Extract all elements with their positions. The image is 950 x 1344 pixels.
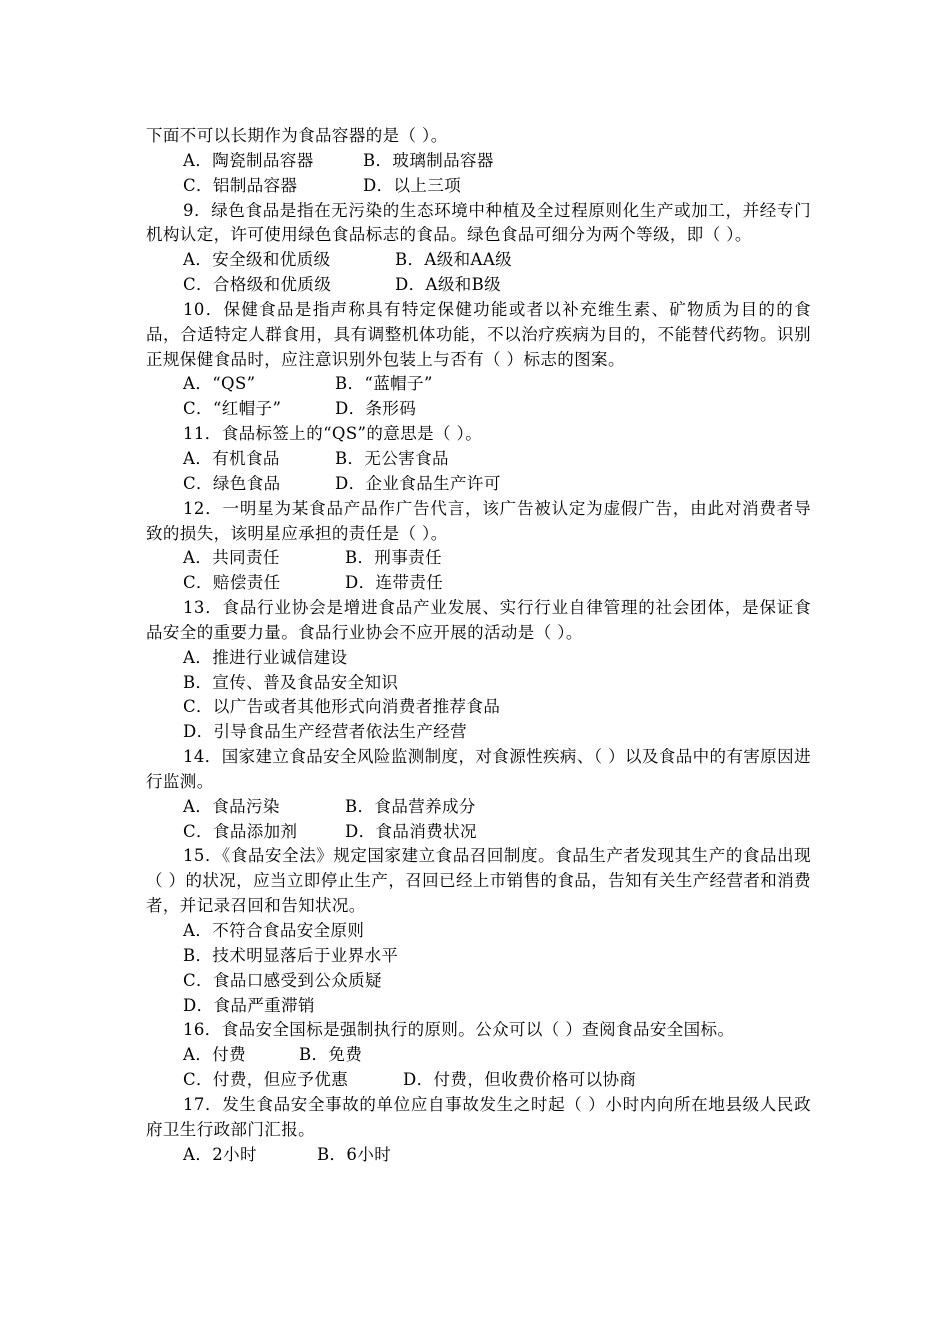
option-line — [146, 397, 811, 422]
option-line — [146, 149, 811, 174]
answer-option: B．食品营养成分 — [345, 796, 476, 816]
answer-option: A．安全级和优质级 — [183, 250, 331, 270]
answer-option: B．技术明显落后于业界水平 — [183, 945, 399, 965]
answer-option: A．推进行业诚信建设 — [183, 647, 348, 667]
answer-option: A．“QS” — [183, 374, 256, 394]
option-line — [146, 372, 811, 397]
option-line — [146, 1143, 811, 1168]
answer-option: B．宣传、普及食品安全知识 — [183, 672, 399, 692]
answer-option: C．铝制品容器 — [183, 175, 298, 195]
option-line — [146, 472, 811, 497]
answer-option: C．绿色食品 — [183, 473, 281, 493]
answer-option: C．合格级和优质级 — [183, 275, 332, 295]
option-line — [146, 695, 811, 720]
answer-option: D．企业食品生产许可 — [335, 473, 501, 493]
option-line — [146, 944, 811, 969]
answer-option: B．刑事责任 — [345, 548, 443, 568]
answer-option: B．玻璃制品容器 — [363, 150, 494, 170]
answer-option: A．付费 — [183, 1045, 247, 1065]
answer-option: C．以广告或者其他形式向消费者推荐食品 — [183, 697, 501, 717]
answer-option: A．食品污染 — [183, 796, 280, 816]
option-line — [146, 571, 811, 596]
answer-option: A．不符合食品安全原则 — [183, 921, 365, 940]
option-line — [146, 174, 811, 199]
question-text: 11．食品标签上的“QS”的意思是（ ）。 — [183, 424, 483, 444]
question-text: 9．绿色食品是指在无污染的生态环境中种植及全过程原则化生产或加工，并经专门机构认定，许可使用绿色食品标志的食品。绿色食品可细分为两个等级，即（ ）。 — [146, 200, 811, 245]
option-line — [146, 447, 811, 472]
answer-option: C．赔偿责任 — [183, 573, 281, 593]
answer-option: C．食品添加剂 — [183, 821, 298, 841]
answer-option: D．食品消费状况 — [345, 821, 477, 841]
answer-option: A．2小时 — [183, 1144, 257, 1164]
option-line — [146, 248, 811, 273]
question-text: 13．食品行业协会是增进食品产业发展、实行行业自律管理的社会团体，是保证食品安全的重要力量。食品行业协会不应开展的活动是（ ）。 — [146, 598, 811, 642]
answer-option: A．有机食品 — [183, 448, 280, 468]
answer-option: B．6小时 — [317, 1144, 392, 1164]
answer-option: B．免费 — [299, 1045, 363, 1065]
answer-option: D．食品严重滞销 — [183, 995, 315, 1015]
question-text: 下面不可以长期作为食品容器的是（ ）。 — [146, 126, 448, 145]
option-line — [146, 820, 811, 845]
option-line — [146, 969, 811, 994]
answer-option: D．条形码 — [335, 399, 417, 419]
question-text: 16．食品安全国标是强制执行的原则。公众可以（ ）查阅食品安全国标。 — [183, 1020, 735, 1040]
answer-option: C．“红帽子” — [183, 399, 282, 419]
answer-option: D．付费，但收费价格可以协商 — [403, 1070, 637, 1090]
document-page — [146, 124, 811, 1167]
option-line — [146, 919, 811, 944]
answer-option: C．食品口感受到公众质疑 — [183, 970, 382, 990]
option-line — [146, 273, 811, 298]
answer-option: B．无公害食品 — [335, 448, 449, 468]
question-text: 14．国家建立食品安全风险监测制度，对食源性疾病、（ ）以及食品中的有害原因进行监测。 — [146, 747, 811, 791]
answer-option: B．A级和AA级 — [395, 250, 513, 270]
option-line — [146, 1043, 811, 1068]
answer-option: D．连带责任 — [345, 573, 444, 593]
option-line — [146, 546, 811, 571]
option-line — [146, 671, 811, 696]
answer-option: B．“蓝帽子” — [335, 374, 433, 394]
option-line — [146, 795, 811, 820]
option-line — [146, 994, 811, 1019]
answer-option: A．陶瓷制品容器 — [183, 150, 314, 170]
question-text: 17．发生食品安全事故的单位应自事故发生之时起（ ）小时内向所在地县级人民政府卫生行政部门汇报。 — [146, 1094, 811, 1139]
option-line — [146, 720, 811, 745]
answer-option: D．A级和B级 — [395, 275, 502, 295]
answer-option: A．共同责任 — [183, 548, 280, 568]
question-text: 15．《食品安全法》规定国家建立食品召回制度。食品生产者发现其生产的食品出现（ ）的状况，应当立即停止生产，召回已经上市销售的食品，告知有关生产经营者和消费者，并记录召回和告知状况。 — [146, 846, 811, 916]
question-text: 10．保健食品是指声称具有特定保健功能或者以补充维生素、矿物质为目的的食品，合适特定人群食用，具有调整机体功能，不以治疗疾病为目的，不能替代药物。识别正规保健食品时，应注意识别外包装上与否有（ ）标志的图案。 — [146, 299, 811, 369]
option-line — [146, 646, 811, 671]
answer-option: D．引导食品生产经营者依法生产经营 — [183, 722, 468, 742]
answer-option: C．付费，但应予优惠 — [183, 1070, 349, 1090]
question-text: 12．一明星为某食品产品作广告代言，该广告被认定为虚假广告，由此对消费者导致的损失，该明星应承担的责任是（ ）。 — [146, 498, 811, 543]
answer-option: D．以上三项 — [363, 175, 462, 195]
option-line — [146, 1068, 811, 1093]
